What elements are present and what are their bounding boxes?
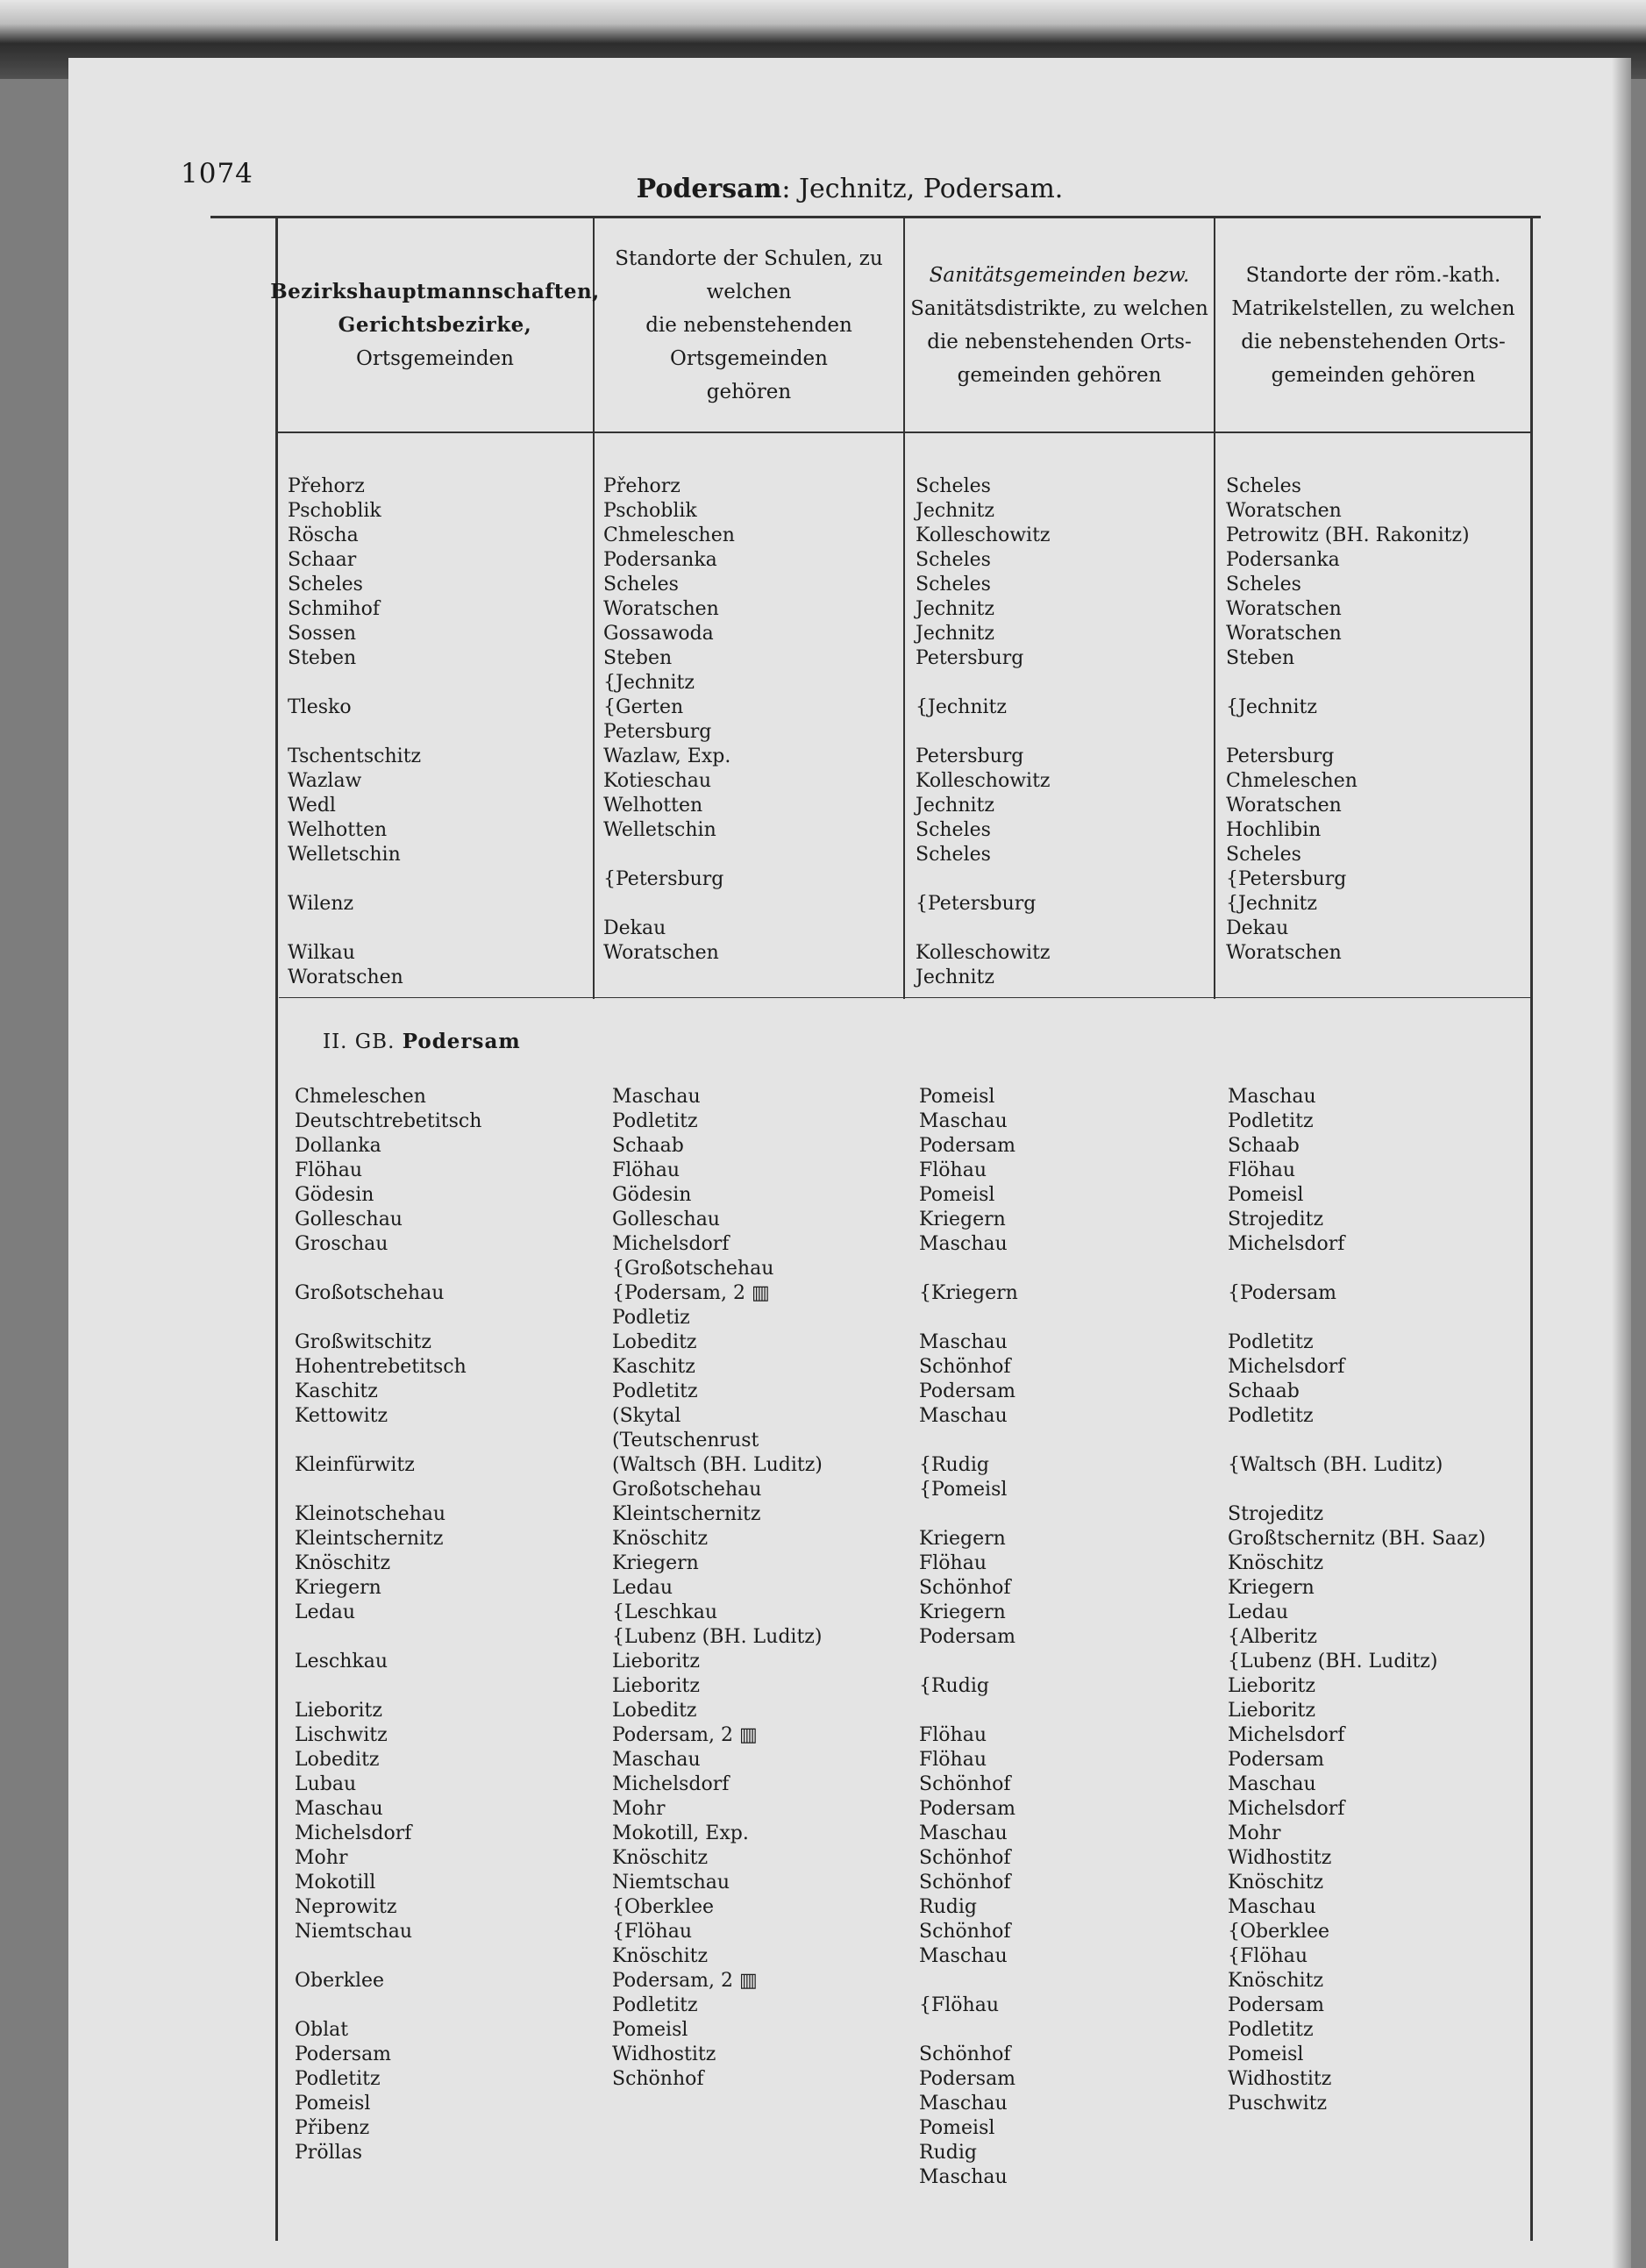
list-item: Scheles bbox=[1226, 844, 1301, 866]
list-item: Deutschtrebetitsch bbox=[295, 1110, 482, 1132]
list-item bbox=[1228, 1306, 1486, 1330]
page-number: 1074 bbox=[181, 158, 253, 189]
list-item: Flöhau bbox=[919, 1749, 987, 1771]
list-item: Přehorz bbox=[288, 475, 365, 497]
list-item: {Podersam, 2 ▥ bbox=[612, 1282, 770, 1304]
list-item bbox=[295, 1993, 481, 2018]
section-title bbox=[323, 1030, 521, 1053]
list-item: Podersanka bbox=[603, 549, 717, 571]
list-item: Scheles bbox=[1226, 475, 1301, 497]
list-item: Maschau bbox=[919, 1110, 1008, 1132]
list-item: Podletitz bbox=[1228, 1331, 1314, 1353]
list-item: (Skytal bbox=[612, 1405, 681, 1427]
list-item: Golleschau bbox=[612, 1209, 720, 1230]
list-item: {Oberklee bbox=[1228, 1921, 1330, 1943]
list-item: Pomeisl bbox=[1228, 1184, 1304, 1206]
list-item: Strojeditz bbox=[1228, 1503, 1324, 1525]
list-item bbox=[288, 916, 421, 941]
list-item: Podletitz bbox=[1228, 2019, 1314, 2041]
list-item: Kriegern bbox=[1228, 1577, 1315, 1599]
list-item: Podersam bbox=[919, 1135, 1016, 1157]
list-item bbox=[288, 720, 421, 745]
list-item: Mokotill, Exp. bbox=[612, 1822, 749, 1844]
list-item: Pröllas bbox=[295, 2142, 363, 2164]
list-item bbox=[295, 1944, 481, 1969]
list-item: Steben bbox=[288, 647, 357, 669]
list-item: Michelsdorf bbox=[612, 1773, 730, 1795]
list-item: Maschau bbox=[919, 1822, 1008, 1844]
list-item: Petersburg bbox=[916, 647, 1024, 669]
list-item: Petersburg bbox=[1226, 745, 1335, 767]
list-item: Kolleschowitz bbox=[916, 524, 1051, 546]
list-item: Lobeditz bbox=[612, 1331, 697, 1353]
list-item: Michelsdorf bbox=[612, 1233, 730, 1255]
list-item: {Großotschehau bbox=[612, 1258, 774, 1280]
document-page bbox=[68, 58, 1631, 2268]
list-item: Rudig bbox=[919, 1896, 977, 1918]
list-item: Knöschitz bbox=[1228, 1970, 1324, 1992]
list-item: Lieboritz bbox=[1228, 1675, 1315, 1697]
list-item: Kettowitz bbox=[295, 1405, 388, 1427]
list-item: Podersam bbox=[919, 2068, 1016, 2090]
list-item: Chmeleschen bbox=[603, 524, 735, 546]
list-item: Maschau bbox=[919, 1331, 1008, 1353]
list-item: Kriegern bbox=[919, 1209, 1006, 1230]
list-item: Neprowitz bbox=[295, 1896, 397, 1918]
header-col2-line1: Standorte der Schulen, zu welchen bbox=[615, 247, 883, 303]
list-item: Schönhof bbox=[919, 1577, 1011, 1599]
list-item bbox=[919, 1699, 1018, 1723]
list-item bbox=[295, 1478, 481, 1502]
column-sanitaet-s2 bbox=[919, 1085, 1018, 2190]
list-item: Knöschitz bbox=[295, 1552, 391, 1574]
list-item: Scheles bbox=[916, 475, 991, 497]
list-item: Flöhau bbox=[919, 1159, 987, 1181]
list-item: Niemtschau bbox=[295, 1921, 413, 1943]
list-item: Scheles bbox=[603, 574, 679, 596]
list-item: {Petersburg bbox=[916, 893, 1037, 915]
list-item: Schönhof bbox=[919, 2043, 1011, 2065]
list-item: Maschau bbox=[612, 1749, 701, 1771]
header-sanitaet bbox=[905, 238, 1214, 413]
list-item: Tschentschitz bbox=[288, 745, 422, 767]
list-item bbox=[288, 867, 421, 892]
list-item: Scheles bbox=[916, 819, 991, 841]
list-item: Pomeisl bbox=[919, 2117, 995, 2139]
column-rule bbox=[1530, 218, 1533, 2241]
list-item: Podletitz bbox=[1228, 1110, 1314, 1132]
list-item bbox=[295, 1674, 481, 1699]
header-rule bbox=[275, 431, 1533, 433]
list-item: Podersam bbox=[1228, 1749, 1325, 1771]
list-item: Maschau bbox=[919, 2166, 1008, 2188]
header-col3-line4: gemeinden gehören bbox=[957, 364, 1162, 387]
list-item bbox=[603, 843, 735, 867]
list-item: Schönhof bbox=[919, 1356, 1011, 1378]
list-item: Knöschitz bbox=[612, 1847, 709, 1869]
list-item: Woratschen bbox=[603, 942, 719, 964]
list-item: Flöhau bbox=[295, 1159, 362, 1181]
list-item: Kolleschowitz bbox=[916, 942, 1051, 964]
list-item: {Rudig bbox=[919, 1675, 989, 1697]
list-item: Groschau bbox=[295, 1233, 388, 1255]
list-item: Knöschitz bbox=[1228, 1872, 1324, 1894]
list-item: Schaab bbox=[612, 1135, 684, 1157]
header-col4-line4: gemeinden gehören bbox=[1271, 364, 1476, 387]
list-item bbox=[916, 916, 1051, 941]
list-item: Dekau bbox=[603, 917, 666, 939]
list-item: Dekau bbox=[1226, 917, 1289, 939]
column-matrikel-s1 bbox=[1226, 474, 1470, 966]
column-schulen-s1 bbox=[603, 474, 735, 966]
header-matrikel bbox=[1215, 238, 1531, 413]
list-item: Niemtschau bbox=[612, 1872, 730, 1894]
list-item: Schaab bbox=[1228, 1135, 1300, 1157]
list-item: {Podersam bbox=[1228, 1282, 1337, 1304]
list-item bbox=[288, 671, 421, 695]
list-item: Schönhof bbox=[919, 1921, 1011, 1943]
list-item bbox=[295, 1306, 481, 1330]
list-item: Kaschitz bbox=[612, 1356, 695, 1378]
list-item: {Jechnitz bbox=[603, 672, 695, 694]
list-item: Flöhau bbox=[612, 1159, 680, 1181]
list-item: Scheles bbox=[1226, 574, 1301, 596]
list-item: Welhotten bbox=[603, 795, 703, 817]
list-item: Rudig bbox=[919, 2142, 977, 2164]
list-item: Chmeleschen bbox=[295, 1086, 426, 1108]
list-item bbox=[919, 1969, 1018, 1993]
list-item: Wazlaw, Exp. bbox=[603, 745, 731, 767]
list-item: Pomeisl bbox=[612, 2019, 688, 2041]
list-item: Schönhof bbox=[919, 1847, 1011, 1869]
header-col1-line1: Bezirkshauptmannschaften, bbox=[270, 280, 600, 303]
list-item: Lieboritz bbox=[1228, 1700, 1315, 1722]
list-item bbox=[919, 1650, 1018, 1674]
list-item: Kriegern bbox=[919, 1601, 1006, 1623]
list-item: Pomeisl bbox=[295, 2093, 371, 2115]
list-item: Tlesko bbox=[288, 696, 352, 718]
header-col4-line1: Standorte der röm.-kath. bbox=[1245, 264, 1501, 287]
list-item: Lobeditz bbox=[612, 1700, 697, 1722]
list-item: Podersam bbox=[919, 1798, 1016, 1820]
list-item: Wilkau bbox=[288, 942, 355, 964]
list-item bbox=[1226, 671, 1470, 695]
header-col1-line2: Gerichtsbezirke, bbox=[338, 313, 532, 337]
list-item bbox=[1228, 1257, 1486, 1281]
list-item: {Leschkau bbox=[612, 1601, 718, 1623]
list-item: Widhostitz bbox=[612, 2043, 716, 2065]
running-head-rest: : Jechnitz, Podersam. bbox=[781, 174, 1064, 204]
header-col3-line2: Sanitätsdistrikte, zu welchen bbox=[910, 297, 1208, 320]
list-item: Knöschitz bbox=[1228, 1552, 1324, 1574]
list-item: Podersam bbox=[295, 2043, 392, 2065]
header-bezirke bbox=[270, 238, 600, 413]
list-item: {Waltsch (BH. Luditz) bbox=[1228, 1454, 1443, 1476]
list-item: Podersanka bbox=[1226, 549, 1340, 571]
list-item: {Jechnitz bbox=[1226, 696, 1317, 718]
list-item: Petrowitz (BH. Rakonitz) bbox=[1226, 524, 1470, 546]
list-item: Ledau bbox=[612, 1577, 673, 1599]
section-title-bold: Podersam bbox=[402, 1030, 521, 1053]
list-item: Maschau bbox=[612, 1086, 701, 1108]
list-item: Lieboritz bbox=[612, 1675, 700, 1697]
list-item: Jechnitz bbox=[916, 623, 994, 645]
list-item: Přehorz bbox=[603, 475, 680, 497]
list-item: Steben bbox=[1226, 647, 1295, 669]
list-item: Kleinfürwitz bbox=[295, 1454, 415, 1476]
list-item: Ledau bbox=[295, 1601, 355, 1623]
list-item: Oblat bbox=[295, 2019, 349, 2041]
list-item: Wazlaw bbox=[288, 770, 362, 792]
list-item: Dollanka bbox=[295, 1135, 381, 1157]
list-item bbox=[919, 2018, 1018, 2043]
list-item: Mohr bbox=[1228, 1822, 1281, 1844]
list-item: Woratschen bbox=[1226, 942, 1342, 964]
list-item: Kriegern bbox=[295, 1577, 381, 1599]
list-item: Mohr bbox=[612, 1798, 666, 1820]
header-col2-line3: gehören bbox=[706, 381, 792, 403]
list-item: Großwitschitz bbox=[295, 1331, 431, 1353]
list-item: Jechnitz bbox=[916, 598, 994, 620]
list-item: Petersburg bbox=[603, 721, 712, 743]
list-item: Kolleschowitz bbox=[916, 770, 1051, 792]
list-item: {Oberklee bbox=[612, 1896, 715, 1918]
header-col3-line1: Sanitätsgemeinden bezw. bbox=[929, 264, 1190, 287]
list-item: Maschau bbox=[919, 1405, 1008, 1427]
list-item: Chmeleschen bbox=[1226, 770, 1357, 792]
list-item: Oberklee bbox=[295, 1970, 385, 1992]
list-item: Puschwitz bbox=[1228, 2093, 1328, 2115]
list-item bbox=[603, 892, 735, 916]
list-item: Mohr bbox=[295, 1847, 348, 1869]
list-item: Widhostitz bbox=[1228, 1847, 1332, 1869]
list-item: Lieboritz bbox=[612, 1651, 700, 1672]
list-item: Podersam, 2 ▥ bbox=[612, 1970, 758, 1992]
list-item: Lischwitz bbox=[295, 1724, 388, 1746]
column-gemeinden-s1 bbox=[288, 474, 421, 990]
list-item bbox=[919, 1429, 1018, 1453]
list-item: Pschoblik bbox=[603, 500, 697, 522]
list-item: Podletitz bbox=[1228, 1405, 1314, 1427]
list-item: Woratschen bbox=[603, 598, 719, 620]
list-item: Podletitz bbox=[612, 1380, 698, 1402]
list-item: Maschau bbox=[1228, 1086, 1316, 1108]
list-item: Flöhau bbox=[1228, 1159, 1295, 1181]
list-item: Woratschen bbox=[1226, 500, 1342, 522]
list-item: Maschau bbox=[919, 1233, 1008, 1255]
list-item: {Jechnitz bbox=[1226, 893, 1317, 915]
list-item: Pomeisl bbox=[919, 1184, 995, 1206]
list-item: {Rudig bbox=[919, 1454, 989, 1476]
list-item: Podersam bbox=[919, 1626, 1016, 1648]
list-item: Scheles bbox=[916, 844, 991, 866]
list-item: Woratschen bbox=[1226, 795, 1342, 817]
list-item: Lubau bbox=[295, 1773, 357, 1795]
list-item: Gödesin bbox=[295, 1184, 374, 1206]
list-item bbox=[295, 1429, 481, 1453]
list-item: Pschoblik bbox=[288, 500, 381, 522]
column-rule bbox=[275, 218, 278, 2241]
header-col3-line3: die nebenstehenden Orts- bbox=[927, 331, 1192, 353]
list-item: Woratschen bbox=[1226, 623, 1342, 645]
list-item: Röscha bbox=[288, 524, 359, 546]
list-item: {Flöhau bbox=[919, 1994, 999, 2016]
list-item: Welhotten bbox=[288, 819, 388, 841]
list-item: Kaschitz bbox=[295, 1380, 378, 1402]
list-item: Wedl bbox=[288, 795, 336, 817]
list-item: Scheles bbox=[288, 574, 363, 596]
list-item: Michelsdorf bbox=[295, 1822, 412, 1844]
list-item: Schaab bbox=[1228, 1380, 1300, 1402]
list-item: Flöhau bbox=[919, 1552, 987, 1574]
list-item: {Gerten bbox=[603, 696, 684, 718]
header-schulen bbox=[595, 238, 903, 413]
list-item: {Petersburg bbox=[1226, 868, 1347, 890]
list-item: Jechnitz bbox=[916, 795, 994, 817]
header-col1-line3: Ortsgemeinden bbox=[356, 347, 514, 370]
running-head-bold: Podersam bbox=[636, 174, 782, 204]
list-item: Knöschitz bbox=[612, 1528, 709, 1550]
list-item: Podletitz bbox=[612, 1994, 698, 2016]
list-item: Podletiz bbox=[612, 1307, 690, 1329]
column-sanitaet-s1 bbox=[916, 474, 1051, 990]
list-item: Schaar bbox=[288, 549, 357, 571]
list-item: Flöhau bbox=[919, 1724, 987, 1746]
running-head bbox=[68, 174, 1631, 204]
header-col4-line3: die nebenstehenden Orts- bbox=[1241, 331, 1506, 353]
list-item: Kriegern bbox=[612, 1552, 699, 1574]
list-item: {Jechnitz bbox=[916, 696, 1007, 718]
list-item: Podersam bbox=[1228, 1994, 1325, 2016]
list-item bbox=[916, 867, 1051, 892]
list-item: Wilenz bbox=[288, 893, 354, 915]
list-item: Kleinotschehau bbox=[295, 1503, 446, 1525]
column-matrikel-s2 bbox=[1228, 1085, 1486, 2116]
list-item bbox=[919, 1257, 1018, 1281]
header-col4-line2: Matrikelstellen, zu welchen bbox=[1231, 297, 1515, 320]
list-item: Maschau bbox=[295, 1798, 383, 1820]
section-title-prefix: II. GB. bbox=[323, 1031, 403, 1053]
list-item: Hochlibin bbox=[1226, 819, 1322, 841]
list-item: Woratschen bbox=[1226, 598, 1342, 620]
list-item: Hohentrebetitsch bbox=[295, 1356, 467, 1378]
list-item: Gossawoda bbox=[603, 623, 714, 645]
list-item: Jechnitz bbox=[916, 966, 994, 988]
list-item: Podletitz bbox=[295, 2068, 381, 2090]
list-item bbox=[919, 1502, 1018, 1527]
list-item: Podersam, 2 ▥ bbox=[612, 1724, 758, 1746]
list-item bbox=[295, 1257, 481, 1281]
list-item: Maschau bbox=[1228, 1773, 1316, 1795]
list-item bbox=[919, 1306, 1018, 1330]
list-item: Gödesin bbox=[612, 1184, 692, 1206]
list-item: Maschau bbox=[1228, 1896, 1316, 1918]
section-rule bbox=[279, 997, 1533, 998]
list-item: Ledau bbox=[1228, 1601, 1288, 1623]
list-item: {Flöhau bbox=[612, 1921, 692, 1943]
list-item: Michelsdorf bbox=[1228, 1233, 1345, 1255]
list-item: {Kriegern bbox=[919, 1282, 1018, 1304]
list-item: Kleintschernitz bbox=[612, 1503, 761, 1525]
list-item: Woratschen bbox=[288, 966, 403, 988]
list-item: Michelsdorf bbox=[1228, 1798, 1345, 1820]
header-col2-line2: die nebenstehenden Ortsgemeinden bbox=[645, 314, 852, 370]
list-item: Pomeisl bbox=[919, 1086, 995, 1108]
list-item: Kleintschernitz bbox=[295, 1528, 444, 1550]
list-item: Knöschitz bbox=[612, 1945, 709, 1967]
column-schulen-s2 bbox=[612, 1085, 823, 2092]
list-item: Welletschin bbox=[288, 844, 401, 866]
list-item: Lobeditz bbox=[295, 1749, 380, 1771]
list-item: Großtschernitz (BH. Saaz) bbox=[1228, 1528, 1486, 1550]
list-item: Podersam bbox=[919, 1380, 1016, 1402]
list-item: Großotschehau bbox=[295, 1282, 445, 1304]
list-item bbox=[916, 671, 1051, 695]
list-item bbox=[295, 1625, 481, 1650]
list-item: Michelsdorf bbox=[1228, 1724, 1345, 1746]
list-item: Widhostitz bbox=[1228, 2068, 1332, 2090]
list-item: Leschkau bbox=[295, 1651, 388, 1672]
list-item: Jechnitz bbox=[916, 500, 994, 522]
list-item: {Alberitz bbox=[1228, 1626, 1318, 1648]
list-item: Pomeisl bbox=[1228, 2043, 1304, 2065]
list-item: Welletschin bbox=[603, 819, 716, 841]
list-item: Michelsdorf bbox=[1228, 1356, 1345, 1378]
list-item: Přibenz bbox=[295, 2117, 370, 2139]
list-item bbox=[916, 720, 1051, 745]
list-item: Großotschehau bbox=[612, 1479, 762, 1501]
list-item: Scheles bbox=[916, 549, 991, 571]
list-item: {Lubenz (BH. Luditz) bbox=[612, 1626, 823, 1648]
list-item: Schönhof bbox=[919, 1872, 1011, 1894]
list-item bbox=[1226, 720, 1470, 745]
column-gemeinden-s2 bbox=[295, 1085, 481, 2165]
list-item: Maschau bbox=[919, 1945, 1008, 1967]
list-item: Kriegern bbox=[919, 1528, 1006, 1550]
list-item: Lieboritz bbox=[295, 1700, 382, 1722]
list-item bbox=[1228, 1429, 1486, 1453]
list-item: Strojeditz bbox=[1228, 1209, 1324, 1230]
list-item: Steben bbox=[603, 647, 673, 669]
list-item: {Flöhau bbox=[1228, 1945, 1308, 1967]
list-item: Kotieschau bbox=[603, 770, 712, 792]
list-item: Sossen bbox=[288, 623, 357, 645]
list-item: (Teutschenrust bbox=[612, 1430, 759, 1451]
list-item: Golleschau bbox=[295, 1209, 403, 1230]
list-item: Mokotill bbox=[295, 1872, 376, 1894]
list-item: {Lubenz (BH. Luditz) bbox=[1228, 1651, 1438, 1672]
list-item: Podletitz bbox=[612, 1110, 698, 1132]
list-item: Schönhof bbox=[919, 1773, 1011, 1795]
list-item: {Pomeisl bbox=[919, 1479, 1008, 1501]
list-item: Scheles bbox=[916, 574, 991, 596]
list-item: {Petersburg bbox=[603, 868, 724, 890]
list-item: Maschau bbox=[919, 2093, 1008, 2115]
list-item: Schmihof bbox=[288, 598, 381, 620]
list-item: (Waltsch (BH. Luditz) bbox=[612, 1454, 823, 1476]
list-item: Petersburg bbox=[916, 745, 1024, 767]
register-table bbox=[210, 216, 1541, 2241]
list-item bbox=[1228, 1478, 1486, 1502]
list-item: Schönhof bbox=[612, 2068, 704, 2090]
